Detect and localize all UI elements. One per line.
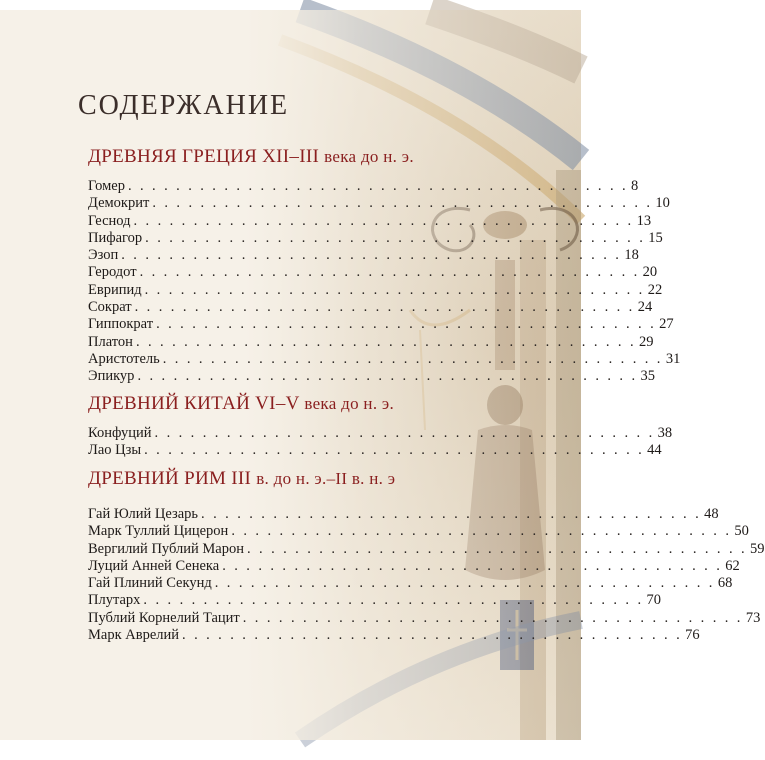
toc-entry [88,627,700,644]
toc-entry [88,523,749,540]
dot-leader: . . . . . . . . . . . . . . . . . . . . . . . . . . . . . . . . . . . . . . . . . . [231,523,732,540]
entry-name: Публий Корнелий Тацит [88,609,240,626]
toc-entry [88,592,661,609]
entry-page-number: 13 [636,212,652,229]
section-heading-main: ДРЕВНЯЯ ГРЕЦИЯ XII–III [88,146,320,167]
entry-page-number: 50 [734,523,749,540]
toc-entry [88,609,761,627]
dot-leader: . . . . . . . . . . . . . . . . . . . . . . . . . . . . . . . . . . . . . . . . . . [246,540,748,557]
section-heading-period: века до н. э. [304,394,395,413]
entry-page-number: 44 [647,442,662,459]
entry-page-number: 70 [646,592,661,609]
entry-page-number: 20 [642,264,658,281]
entry-name: Еврипид [88,281,142,298]
toc-entry [88,299,653,316]
dot-leader: . . . . . . . . . . . . . . . . . . . . . . . . . . . . . . . . . . . . . . . . . . [135,333,637,350]
entry-page-number: 73 [745,609,761,626]
entry-page-number: 24 [637,299,653,316]
entry-name: Геснод [88,212,131,229]
dot-leader: . . . . . . . . . . . . . . . . . . . . . . . . . . . . . . . . . . . . . . . . . . [144,442,645,459]
dot-leader: . . . . . . . . . . . . . . . . . . . . . . . . . . . . . . . . . . . . . . . . . . [127,178,629,194]
dot-leader: . . . . . . . . . . . . . . . . . . . . . . . . . . . . . . . . . . . . . . . . . . [222,557,723,574]
entry-name: Лао Цзы [88,442,142,459]
entry-list [88,178,681,386]
toc-entry [88,442,662,459]
dot-leader: . . . . . . . . . . . . . . . . . . . . . . . . . . . . . . . . . . . . . . . . . . [144,281,645,298]
entry-name: Луций Анней Сенека [88,557,220,574]
dot-leader: . . . . . . . . . . . . . . . . . . . . . . . . . . . . . . . . . . . . . . . . . . [156,316,657,333]
section-ancient-greece [88,146,681,386]
entry-page-number: 59 [750,540,765,557]
entry-page-number: 18 [624,247,639,264]
entry-page-number: 27 [659,316,674,333]
entry-name: Гиппократ [88,316,154,333]
toc-entry [88,229,663,247]
book-page [0,10,765,740]
toc-entry [88,316,674,333]
entry-name: Гай Плиний Секунд [88,575,212,592]
dot-leader: . . . . . . . . . . . . . . . . . . . . . . . . . . . . . . . . . . . . . . . . . . [162,350,663,367]
section-heading-period: в. до н. э.–II в. н. э [256,469,396,488]
entry-list [88,425,673,460]
toc-entry [88,350,681,368]
toc-entry [88,178,639,195]
entry-name: Демокрит [88,195,150,212]
entry-name: Плутарх [88,592,141,609]
entry-page-number: 38 [657,425,673,441]
section-heading-main: ДРЕВНИЙ РИМ III [88,468,252,489]
dot-leader: . . . . . . . . . . . . . . . . . . . . . . . . . . . . . . . . . . . . . . . . . . [134,299,635,316]
toc-entry [88,264,658,281]
entry-page-number: 15 [648,229,663,246]
entry-name: Эпикур [88,368,135,385]
entry-page-number: 10 [655,195,670,212]
section-heading [88,393,508,415]
entry-page-number: 48 [704,506,719,522]
toc-entry [88,368,656,385]
toc-entry [88,212,652,230]
entry-page-number: 76 [685,627,700,644]
section-heading [88,468,508,490]
toc-entry [88,425,673,442]
entry-name: Аристотель [88,350,160,367]
dot-leader: . . . . . . . . . . . . . . . . . . . . . . . . . . . . . . . . . . . . . . . . . . [139,264,640,281]
section-ancient-rome [88,468,765,644]
dot-leader: . . . . . . . . . . . . . . . . . . . . . . . . . . . . . . . . . . . . . . . . . . [242,609,743,626]
entry-page-number: 62 [725,557,740,574]
entry-page-number: 22 [647,281,663,298]
dot-leader: . . . . . . . . . . . . . . . . . . . . . . . . . . . . . . . . . . . . . . . . . . [152,195,653,212]
dot-leader: . . . . . . . . . . . . . . . . . . . . . . . . . . . . . . . . . . . . . . . . . . [133,212,634,229]
entry-name: Пифагор [88,229,143,246]
dot-leader: . . . . . . . . . . . . . . . . . . . . . . . . . . . . . . . . . . . . . . . . . . [145,229,646,246]
dot-leader: . . . . . . . . . . . . . . . . . . . . . . . . . . . . . . . . . . . . . . . . . . [154,425,655,441]
dot-leader: . . . . . . . . . . . . . . . . . . . . . . . . . . . . . . . . . . . . . . . . . . [201,506,702,522]
section-ancient-china [88,393,673,460]
dot-leader: . . . . . . . . . . . . . . . . . . . . . . . . . . . . . . . . . . . . . . . . . . [121,247,622,264]
section-heading-period: века до н. э. [324,147,414,166]
toc-entry [88,195,670,212]
dot-leader: . . . . . . . . . . . . . . . . . . . . . . . . . . . . . . . . . . . . . . . . . . [137,368,638,385]
entry-list [88,506,765,644]
entry-name: Конфуций [88,425,152,441]
entry-name: Геродот [88,264,137,281]
entry-name: Гай Юлий Цезарь [88,506,199,522]
toc-entry [88,575,733,592]
dot-leader: . . . . . . . . . . . . . . . . . . . . . . . . . . . . . . . . . . . . . . . . . . [182,627,683,644]
page-title: СОДЕРЖАНИЕ [78,90,290,121]
entry-name: Марк Аврелий [88,627,180,644]
entry-page-number: 29 [639,333,654,350]
entry-name: Марк Туллий Цицерон [88,523,229,540]
toc-entry [88,247,639,264]
section-heading [88,146,508,168]
dot-leader: . . . . . . . . . . . . . . . . . . . . . . . . . . . . . . . . . . . . . . . . . . [214,575,715,592]
dot-leader: . . . . . . . . . . . . . . . . . . . . . . . . . . . . . . . . . . . . . . . . . . [143,592,644,609]
entry-page-number: 35 [640,368,656,385]
toc-entry [88,540,765,558]
entry-page-number: 68 [717,575,733,592]
entry-name: Сократ [88,299,132,316]
entry-page-number: 8 [631,178,639,194]
toc-entry [88,557,740,575]
entry-name: Гомер [88,178,125,194]
section-heading-main: ДРЕВНИЙ КИТАЙ VI–V [88,393,300,414]
toc-entry [88,506,719,523]
entry-name: Вергилий Публий Марон [88,540,244,557]
entry-name: Эзоп [88,247,119,264]
entry-page-number: 31 [665,350,681,367]
toc-entry [88,281,663,299]
entry-name: Платон [88,333,133,350]
toc-entry [88,333,654,351]
